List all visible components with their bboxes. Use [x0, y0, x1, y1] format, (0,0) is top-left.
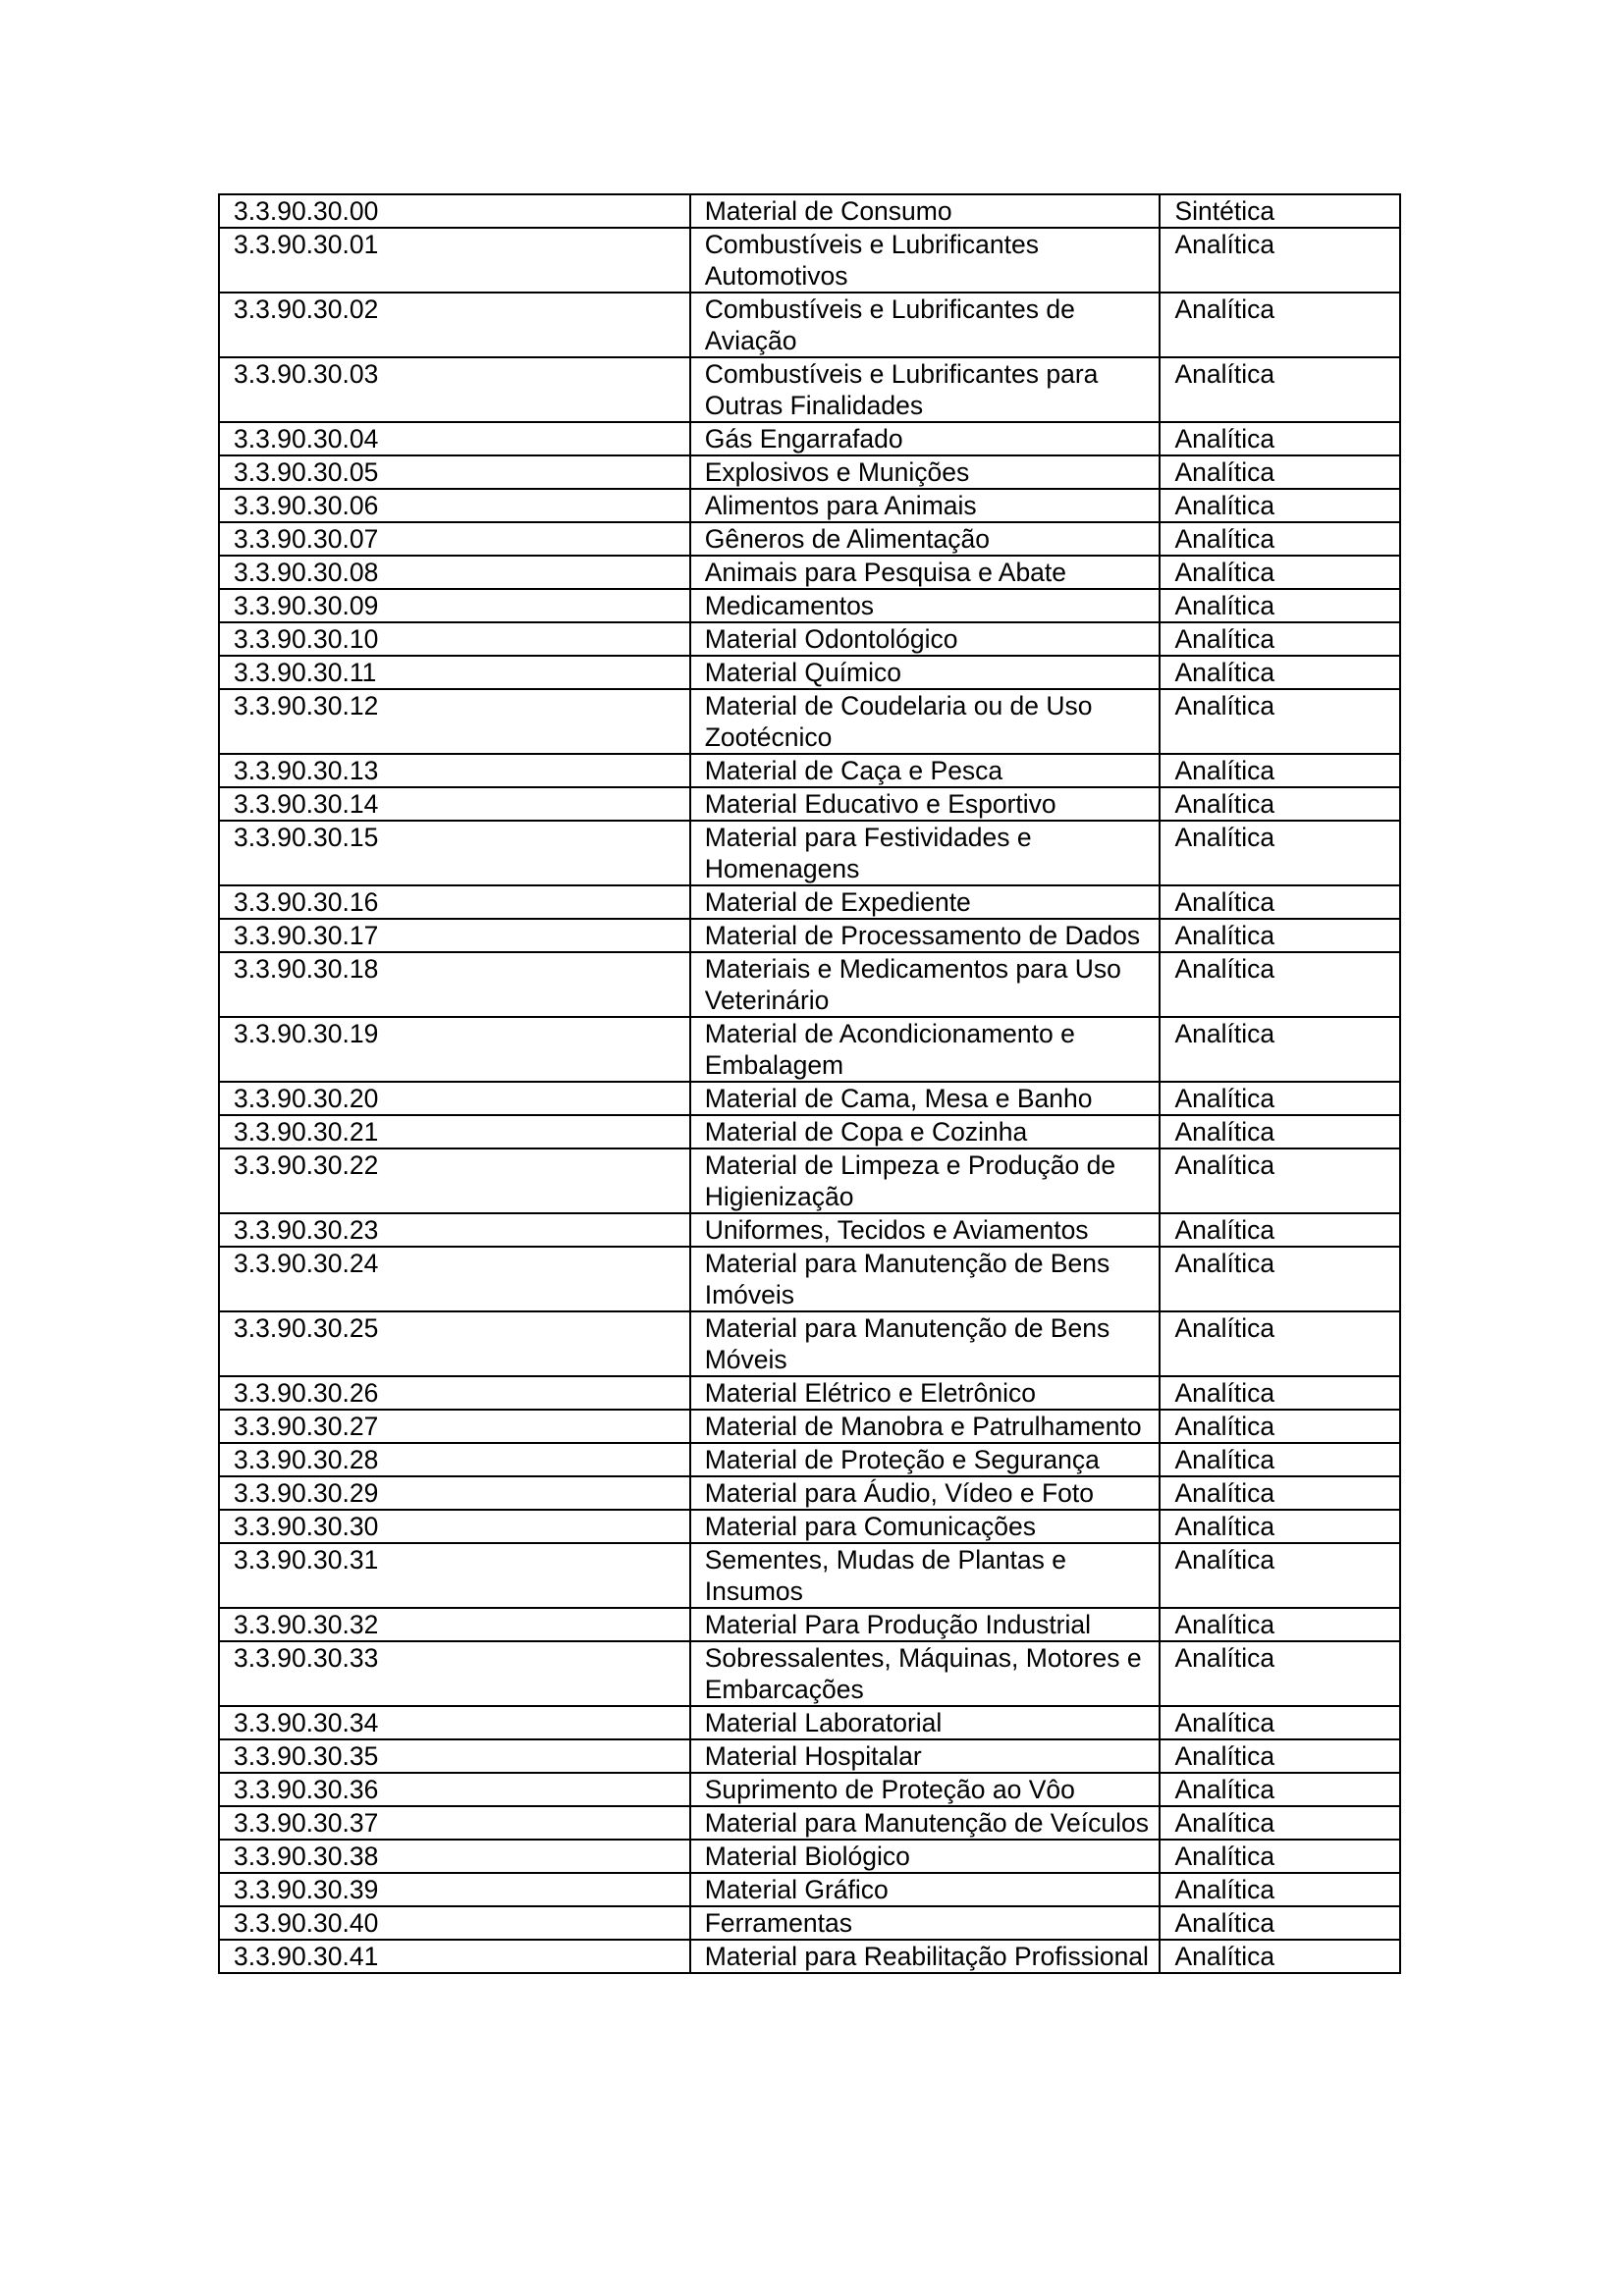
account-code-cell: 3.3.90.30.12 — [219, 689, 690, 754]
account-code-cell: 3.3.90.30.28 — [219, 1443, 690, 1476]
table-row — [219, 1906, 1400, 1940]
account-code-cell: 3.3.90.30.40 — [219, 1906, 690, 1940]
description-cell: Animais para Pesquisa e Abate — [690, 556, 1161, 589]
type-cell: Analítica — [1160, 589, 1400, 622]
table-row — [219, 885, 1400, 919]
account-code-cell: 3.3.90.30.06 — [219, 489, 690, 522]
description-cell: Combustíveis e Lubrificantes de Aviação — [690, 293, 1161, 357]
description-cell: Ferramentas — [690, 1906, 1161, 1940]
description-cell: Material de Manobra e Patrulhamento — [690, 1410, 1161, 1443]
description-cell: Material de Caça e Pesca — [690, 754, 1161, 787]
table-row — [219, 422, 1400, 455]
description-cell: Material de Cama, Mesa e Banho — [690, 1082, 1161, 1115]
description-cell: Alimentos para Animais — [690, 489, 1161, 522]
description-cell: Medicamentos — [690, 589, 1161, 622]
account-code-cell: 3.3.90.30.16 — [219, 885, 690, 919]
table-row — [219, 1806, 1400, 1840]
type-cell: Analítica — [1160, 821, 1400, 885]
description-cell: Material Educativo e Esportivo — [690, 787, 1161, 821]
table-row — [219, 1940, 1400, 1973]
table-row — [219, 1247, 1400, 1311]
account-code-cell: 3.3.90.30.34 — [219, 1706, 690, 1739]
description-cell: Gás Engarrafado — [690, 422, 1161, 455]
table-row — [219, 1213, 1400, 1247]
description-cell: Combustíveis e Lubrificantes Automotivos — [690, 228, 1161, 293]
table-row — [219, 1410, 1400, 1443]
description-cell: Material Hospitalar — [690, 1739, 1161, 1773]
type-cell: Analítica — [1160, 1410, 1400, 1443]
account-code-cell: 3.3.90.30.29 — [219, 1476, 690, 1510]
account-code-cell: 3.3.90.30.26 — [219, 1376, 690, 1410]
table-row — [219, 689, 1400, 754]
table-row — [219, 1739, 1400, 1773]
type-cell: Analítica — [1160, 885, 1400, 919]
type-cell: Analítica — [1160, 422, 1400, 455]
type-cell: Analítica — [1160, 1543, 1400, 1608]
description-cell: Material Laboratorial — [690, 1706, 1161, 1739]
description-cell: Material para Festividades e Homenagens — [690, 821, 1161, 885]
table-row — [219, 455, 1400, 489]
account-code-cell: 3.3.90.30.14 — [219, 787, 690, 821]
description-cell: Gêneros de Alimentação — [690, 522, 1161, 556]
description-cell: Material para Reabilitação Profissional — [690, 1940, 1161, 1973]
account-code-cell: 3.3.90.30.37 — [219, 1806, 690, 1840]
account-code-cell: 3.3.90.30.21 — [219, 1115, 690, 1148]
table-row — [219, 1773, 1400, 1806]
table-row — [219, 1543, 1400, 1608]
table-row — [219, 1840, 1400, 1873]
description-cell: Material para Manutenção de Bens Móveis — [690, 1311, 1161, 1376]
account-code-cell: 3.3.90.30.24 — [219, 1247, 690, 1311]
type-cell: Analítica — [1160, 1873, 1400, 1906]
table-row — [219, 1510, 1400, 1543]
description-cell: Material Odontológico — [690, 622, 1161, 656]
account-code-cell: 3.3.90.30.30 — [219, 1510, 690, 1543]
type-cell: Analítica — [1160, 1940, 1400, 1973]
account-code-cell: 3.3.90.30.35 — [219, 1739, 690, 1773]
description-cell: Material para Manutenção de Veículos — [690, 1806, 1161, 1840]
type-cell: Analítica — [1160, 357, 1400, 422]
description-cell: Material de Consumo — [690, 194, 1161, 228]
type-cell: Analítica — [1160, 1840, 1400, 1873]
account-code-cell: 3.3.90.30.11 — [219, 656, 690, 689]
description-cell: Material Gráfico — [690, 1873, 1161, 1906]
description-cell: Material Elétrico e Eletrônico — [690, 1376, 1161, 1410]
description-cell: Material de Limpeza e Produção de Higienização — [690, 1148, 1161, 1213]
description-cell: Material Químico — [690, 656, 1161, 689]
table-row — [219, 1476, 1400, 1510]
account-code-cell: 3.3.90.30.33 — [219, 1641, 690, 1706]
account-code-cell: 3.3.90.30.15 — [219, 821, 690, 885]
table-row — [219, 754, 1400, 787]
description-cell: Material para Áudio, Vídeo e Foto — [690, 1476, 1161, 1510]
account-code-cell: 3.3.90.30.41 — [219, 1940, 690, 1973]
type-cell: Analítica — [1160, 1510, 1400, 1543]
account-code-cell: 3.3.90.30.08 — [219, 556, 690, 589]
table-row — [219, 787, 1400, 821]
type-cell: Analítica — [1160, 455, 1400, 489]
type-cell: Analítica — [1160, 1608, 1400, 1641]
type-cell: Analítica — [1160, 1376, 1400, 1410]
type-cell: Analítica — [1160, 952, 1400, 1017]
type-cell: Analítica — [1160, 1706, 1400, 1739]
type-cell: Analítica — [1160, 1773, 1400, 1806]
type-cell: Analítica — [1160, 293, 1400, 357]
description-cell: Explosivos e Munições — [690, 455, 1161, 489]
description-cell: Material de Processamento de Dados — [690, 919, 1161, 952]
table-row — [219, 556, 1400, 589]
account-code-cell: 3.3.90.30.00 — [219, 194, 690, 228]
table-row — [219, 1873, 1400, 1906]
type-cell: Analítica — [1160, 522, 1400, 556]
table-row — [219, 1311, 1400, 1376]
description-cell: Material para Manutenção de Bens Imóveis — [690, 1247, 1161, 1311]
table-row — [219, 489, 1400, 522]
account-code-cell: 3.3.90.30.39 — [219, 1873, 690, 1906]
table-row — [219, 919, 1400, 952]
type-cell: Analítica — [1160, 1247, 1400, 1311]
type-cell: Analítica — [1160, 1082, 1400, 1115]
table-row — [219, 293, 1400, 357]
table-row — [219, 522, 1400, 556]
table-row — [219, 622, 1400, 656]
description-cell: Material Biológico — [690, 1840, 1161, 1873]
type-cell: Analítica — [1160, 228, 1400, 293]
description-cell: Material de Copa e Cozinha — [690, 1115, 1161, 1148]
account-code-cell: 3.3.90.30.02 — [219, 293, 690, 357]
type-cell: Analítica — [1160, 1476, 1400, 1510]
account-code-cell: 3.3.90.30.07 — [219, 522, 690, 556]
account-code-cell: 3.3.90.30.22 — [219, 1148, 690, 1213]
table-row — [219, 1115, 1400, 1148]
table-row — [219, 1608, 1400, 1641]
table-row — [219, 821, 1400, 885]
table-row — [219, 589, 1400, 622]
type-cell: Analítica — [1160, 1443, 1400, 1476]
table-row — [219, 656, 1400, 689]
expense-classification-table — [218, 193, 1401, 1974]
account-code-cell: 3.3.90.30.10 — [219, 622, 690, 656]
description-cell: Materiais e Medicamentos para Uso Veterinário — [690, 952, 1161, 1017]
type-cell: Analítica — [1160, 1213, 1400, 1247]
table-row — [219, 1376, 1400, 1410]
type-cell: Analítica — [1160, 489, 1400, 522]
description-cell: Material de Expediente — [690, 885, 1161, 919]
table-row — [219, 1443, 1400, 1476]
description-cell: Material de Acondicionamento e Embalagem — [690, 1017, 1161, 1082]
description-cell: Combustíveis e Lubrificantes para Outras Finalidades — [690, 357, 1161, 422]
account-code-cell: 3.3.90.30.01 — [219, 228, 690, 293]
account-code-cell: 3.3.90.30.13 — [219, 754, 690, 787]
type-cell: Analítica — [1160, 1017, 1400, 1082]
type-cell: Analítica — [1160, 1148, 1400, 1213]
type-cell: Sintética — [1160, 194, 1400, 228]
description-cell: Material Para Produção Industrial — [690, 1608, 1161, 1641]
table-row — [219, 1706, 1400, 1739]
type-cell: Analítica — [1160, 656, 1400, 689]
description-cell: Sobressalentes, Máquinas, Motores e Embarcações — [690, 1641, 1161, 1706]
type-cell: Analítica — [1160, 689, 1400, 754]
account-code-cell: 3.3.90.30.18 — [219, 952, 690, 1017]
account-code-cell: 3.3.90.30.05 — [219, 455, 690, 489]
type-cell: Analítica — [1160, 787, 1400, 821]
table-row — [219, 194, 1400, 228]
type-cell: Analítica — [1160, 1906, 1400, 1940]
description-cell: Suprimento de Proteção ao Vôo — [690, 1773, 1161, 1806]
description-cell: Material de Coudelaria ou de Uso Zootécnico — [690, 689, 1161, 754]
account-code-cell: 3.3.90.30.04 — [219, 422, 690, 455]
account-code-cell: 3.3.90.30.03 — [219, 357, 690, 422]
type-cell: Analítica — [1160, 622, 1400, 656]
table-row — [219, 952, 1400, 1017]
account-code-cell: 3.3.90.30.27 — [219, 1410, 690, 1443]
account-code-cell: 3.3.90.30.36 — [219, 1773, 690, 1806]
description-cell: Material para Comunicações — [690, 1510, 1161, 1543]
type-cell: Analítica — [1160, 919, 1400, 952]
account-code-cell: 3.3.90.30.31 — [219, 1543, 690, 1608]
table-body — [219, 194, 1400, 1973]
table-row — [219, 1017, 1400, 1082]
type-cell: Analítica — [1160, 1115, 1400, 1148]
account-code-cell: 3.3.90.30.32 — [219, 1608, 690, 1641]
type-cell: Analítica — [1160, 1739, 1400, 1773]
account-code-cell: 3.3.90.30.17 — [219, 919, 690, 952]
table-row — [219, 357, 1400, 422]
type-cell: Analítica — [1160, 754, 1400, 787]
table-row — [219, 1641, 1400, 1706]
account-code-cell: 3.3.90.30.38 — [219, 1840, 690, 1873]
type-cell: Analítica — [1160, 1641, 1400, 1706]
account-code-cell: 3.3.90.30.23 — [219, 1213, 690, 1247]
table-row — [219, 1148, 1400, 1213]
table-row — [219, 228, 1400, 293]
description-cell: Material de Proteção e Segurança — [690, 1443, 1161, 1476]
type-cell: Analítica — [1160, 1806, 1400, 1840]
type-cell: Analítica — [1160, 1311, 1400, 1376]
account-code-cell: 3.3.90.30.19 — [219, 1017, 690, 1082]
account-code-cell: 3.3.90.30.20 — [219, 1082, 690, 1115]
account-code-cell: 3.3.90.30.09 — [219, 589, 690, 622]
table-row — [219, 1082, 1400, 1115]
type-cell: Analítica — [1160, 556, 1400, 589]
account-code-cell: 3.3.90.30.25 — [219, 1311, 690, 1376]
description-cell: Uniformes, Tecidos e Aviamentos — [690, 1213, 1161, 1247]
description-cell: Sementes, Mudas de Plantas e Insumos — [690, 1543, 1161, 1608]
